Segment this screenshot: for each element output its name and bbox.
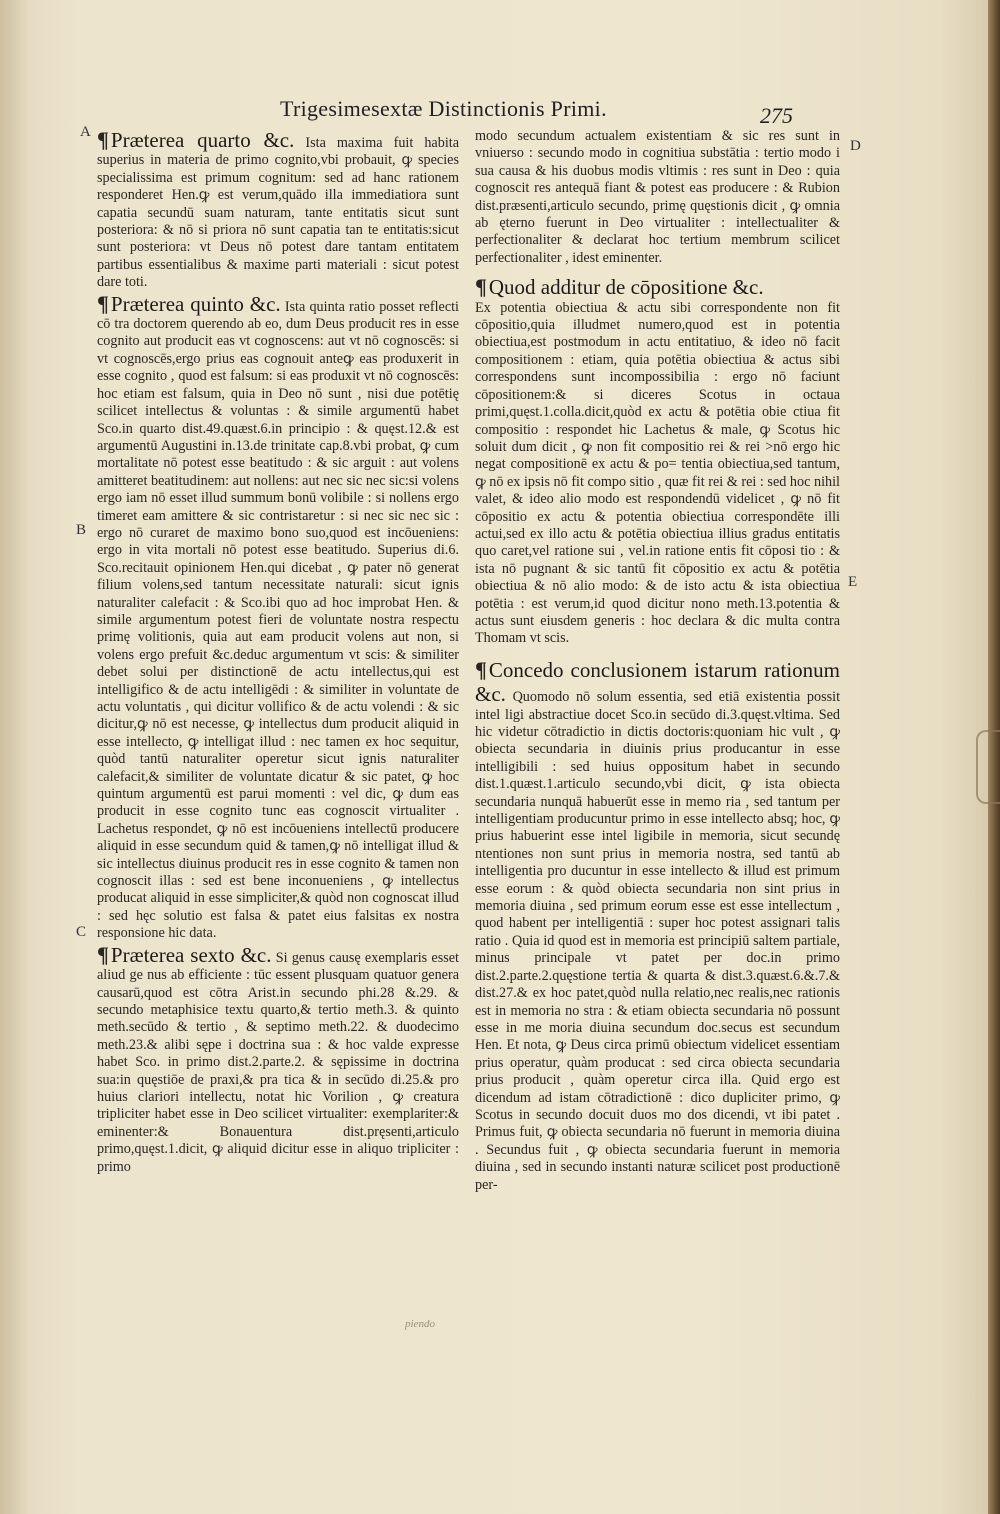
- margin-mark-a: A: [80, 124, 91, 140]
- right-column: [475, 128, 840, 1194]
- paragraph-text: modo secundum actualem existentiam & sic res sunt in vniuerso : secundo modo in cognitiua substātia : tertio modo i sua causa & his duobus modis vltimis : res sunt in Deo : quia cognoscit res antequā fiant & potest eas producere : & Rubion dist.præsenti,articulo secundo, primę quęstionis dicit , ꝙ omnia ab ęterno fuerunt in Deo virtualiter : intellectualiter & perfectionaliter & declarat hoc tertium membrum scilicet perfectionaliter , idest eminenter.: [475, 128, 840, 266]
- paragraph: [475, 128, 840, 267]
- clasp-shadow: [976, 730, 1000, 804]
- lemma-heading: Quod additur de cōpositione &c.: [488, 275, 764, 300]
- pilcrow-icon: ¶: [97, 127, 109, 152]
- paragraph-text: Ista quinta ratio posset reflecti cō tra doctorem querendo ab eo, dum Deus producit res in esse cognito aut producit eas vt cognoscens: aut vt nō cognoscēs: si vt cognoscēs,ergo prius eas cognouit anteꝙ eas produxerit in esse cognito , quod est falsum: si eas produxit vt nō cognoscēs: hoc etiam est falsum, quia in Deo nō sunt , nisi due potētię scilicet intellectus & voluntas : & simile argumentū habet Sco.in quarto dist.49.quæst.6.in principio : & quęst.12.& est argumentū Augustini in.13.de trinitate cap.8.vbi probat, ꝙ cum mortalitate nō potest esse beatitudo : & sic arguit : aut volens amitteret beatitudinem: aut nollens: aut nec sic nec sic:si volens ergo iam nō esset illud summum bonū volibile : si nollens ergo timeret eam amittere & sic contristaretur : si nec sic nec sic : ergo nō curaret de maximo bono suo,quod est incōueniens: ergo in vita mortali nō potest esse beatitudo. Superius di.6. Sco.recitauit opinionem Hen.qui dicebat , ꝙ pater nō generat filium volens,sed tantum necessitate naturali: sicut ignis naturaliter calefacit : & Sco.ibi quo ad hoc improbat Hen. & simile argumentum potest fieri de voluntate nostra respectu primę volitionis, quia aut eam producit volens aut non, si volens ergo prefuit &c.deduc argumentum vt scis: & similiter debet solui per distinctionē de actu intellectus,qui est intelligifico & de actu intelligēdi : & similiter in voluntate de actu voluntatis , qui dicitur vollifico & de actu volendi : & sic dicitur,ꝙ nō est necesse, ꝙ intellectus dum producit aliquid in esse intellecto, ꝙ intelligat illud : nec tamen ex hoc sequitur, quòd tantū naturaliter operetur sicut ignis naturaliter calefacit,& similiter de voluntate dicatur & sic patet, ꝙ hoc quintum argumentū est parui momenti : vel dic, ꝙ dum eas producit in esse cognito tunc eas cognoscit virtualiter . Lachetus respondet, ꝙ nō est incōueniens intellectū producere aliquid in esse secundum quid & tamen,ꝙ nō intelligat illud & sic intellectus diuinus producit res in esse cognito & tamen non cognoscit illas : sed est bene inconueniens , ꝙ intellectus producat aliquid in esse simpliciter,& quòd non cognoscat illud : sed hęc solutio est falsa & patet eius falsitas ex nostra responsione hic data.: [97, 298, 459, 942]
- margin-mark-c: C: [76, 924, 87, 940]
- margin-mark-d: D: [850, 138, 861, 154]
- paragraph-text: Ex potentia obiectiua & actu sibi correspondente non fit cōpositio,quia illudmet numero,quod est in potentia obiectiua,est postmodum in actu entitatiuo, & ideo nō facit compositionem : etiam, quia potētia obiectiua & actus sibi correspondens sunt incompossibilia : ergo nō faciunt cōpositionem:& si diceres Scotus in octaua primi,quęst.1.colla.dicit,quòd ex actu & potētia obie ctiua fit compositio : respondet hic Lachetus & male, ꝙ Scotus hic soluit dum dicit , ꝙ non fit compositio rei & rei >nō ergo hic negat compositionē ex actu & po= tentia obiectiua,sed tantum, ꝙ nō ex ipsis nō fit compo sitio , quæ fit rei & rei : sed hoc nihil valet, & ideo alio modo est respondendū videlicet , ꝙ nō fit cōpositio ex actu & potentia obiectiua correspondēte illi actui,sed ex illo actu & potētia obiectiua illius gradus entitatis quo caret,vel ratione sui , vel.in ratione entis fit cōposi tio : & ista nō pugnant & sic tantū fit cōpositio ex actu & potētia obiectiua & nō alio modo: & de isto actu & ista obiectiua potētia : est verum,id quod dicitur nono meth.13.potentia & actus sunt eiusdem generis : hoc declara & dic multa contra Thomam vt scis.: [475, 299, 840, 647]
- pilcrow-icon: ¶: [475, 274, 487, 300]
- lemma-heading: Præterea quarto &c.: [110, 128, 295, 152]
- lemma-heading: Præterea sexto &c.: [110, 942, 272, 967]
- paragraph: [475, 275, 840, 648]
- paragraph-text: Si genus causę exemplaris esset aliud ge nus ab efficiente : tūc essent plusquam quatuor genera causarū,quod est cōtra Arist.in secundo phi.28 &.29. & secundo metaphisice textu quarto,& tertio meth.3. & quinto meth.secūdo & tertio , & septimo meth.22. & duodecimo meth.23.& alibi sępe i doctrina sua : & hoc valde expresse habet Sco. in primo dist.2.parte.2. & sępissime in doctrina sua:in quęstiōe de praxi,& pra tica & in secūdo di.25.& pro huius clariori intellectu, notat hic Vorilion , ꝙ creatura tripliciter habet esse in Deo scilicet virtualiter: exemplariter:& eminenter:& Bonauentura dist.pręsenti,articulo primo,quęst.1.dicit, ꝙ aliquid dicitur esse in aliquo tripliciter : primo: [97, 949, 460, 1175]
- pilcrow-icon: ¶: [475, 656, 487, 682]
- margin-mark-e: E: [848, 574, 858, 590]
- paragraph: [475, 658, 840, 1194]
- pilcrow-icon: ¶: [97, 941, 109, 967]
- catchword: piendo: [405, 1318, 435, 1330]
- paragraph-text: Quomodo nō solum essentia, sed etiā existentia possit intel ligi abstractiue docet Sco.in secūdo di.3.quęst.vltima. Sed hic videtur cōtradictio in dictis doctoris:quoniam hic vult , ꝙ obiecta secundaria in diuinis prius producantur in esse intelligibili : sed huius oppositum habet in secundo dist.1.quæst.1.articulo secundo,vbi dicit, ꝙ ista obiecta secundaria nunquā habuerūt esse in memo ria , sed tantum per intelligentiam producuntur primo in esse intellecto absq; hoc, ꝙ prius habuerint esse intel ligibile in memoria, sicut secundę ntentiones non sunt prius in memoria nostra, sed tantū ab intelligentia pro ducuntur in esse intellecto & illud est primum esse eorum : & quòd obiecta secundaria non sint prius in memoria diuina , sed primum eorum esse est esse intellectum , quod habent per intelligentiā : super hoc potest assignari talis ratio . Quia id quod est in memoria est principiū saltem partiale, minus principale vt patet per doc.in primo dist.2.parte.2.quęstione tertia & quarta & dist.3.quæst.6.&.7.& dist.27.& ex hoc patet,quòd nulla relatio,nec realis,nec rationis est in memoria no stra : & etiam obiecta secundaria nō possunt esse in me moria diuina secundum doc.secus est secundum Hen. Et nota, ꝙ Deus circa primū obiectum videlicet essentiam prius operatur, quàm producat : sed circa obiecta secundaria prius producit , quàm operetur circa illa. Quid ergo est dicendum ad istam cōtradictionē : dico dupliciter primo, ꝙ Scotus in secundo docuit duos mo dos dicendi, vt ibi patet . Primus fuit, ꝙ obiecta secundaria nō fuerunt in memoria diuina . Secundus fuit , ꝙ obiecta secundaria fuerunt in memoria diuina , sed in secundo instanti naturæ scilicet post productionē per-: [475, 689, 841, 1193]
- running-head: Trigesimesextæ Distinctionis Primi.: [280, 96, 607, 121]
- page-number: 275: [760, 103, 793, 128]
- left-column: [97, 128, 459, 1176]
- lemma-heading: Concedo conclusionem istarum rationum &c.: [475, 657, 840, 707]
- lemma-heading: Præterea quinto &c.: [110, 291, 281, 316]
- margin-mark-b: B: [76, 522, 87, 538]
- paragraph: [97, 292, 459, 943]
- paragraph: [97, 128, 459, 292]
- paragraph: [97, 943, 459, 1176]
- pilcrow-icon: ¶: [97, 290, 109, 316]
- paragraph-text: Ista maxima fuit habita superius in materia de primo cognito,vbi probauit, ꝙ species specialissima est primum cognitum: sed ad hanc rationem responderet Hen.ꝙ est verum,quādo illa immediatiora sunt capatia secundū suam naturam, tante entitatis sicut sunt posteriora: & nō si priora nō sunt capatia tan te entitatis:sicut sunt posteriora: vt Deus nō potest dare tantam entitatem partibus essentialibus & maxime parti materiali : sicut potest dare toti.: [97, 135, 459, 291]
